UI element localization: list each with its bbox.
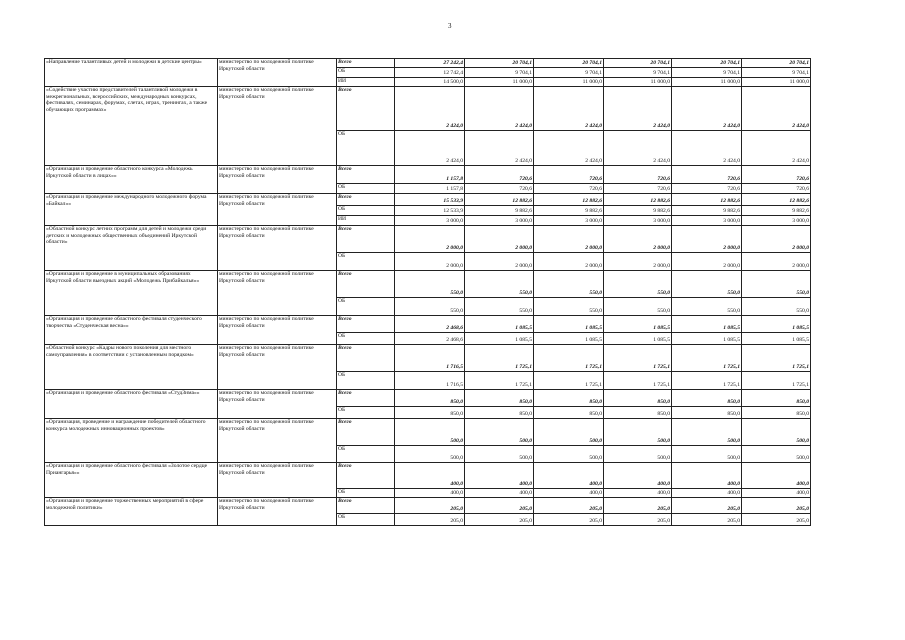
funding-source: ОБ	[337, 68, 395, 78]
amount-cell: 1 725,1	[604, 345, 672, 372]
amount-cell: 400,0	[395, 463, 465, 489]
executor-cell	[218, 166, 337, 194]
amount-cell: 1 085,5	[742, 316, 811, 333]
table-row	[45, 226, 811, 253]
amount-cell: 11 000,0	[742, 78, 811, 87]
executor-name: министерство по молодежной политике Иркутской области	[219, 419, 314, 432]
amount-cell: 400,0	[534, 489, 604, 498]
table-row	[45, 345, 811, 372]
event-cell	[45, 271, 218, 316]
amount-cell: 2 424,0	[672, 131, 742, 166]
amount-cell: 500,0	[534, 446, 604, 463]
executor-cell	[218, 316, 337, 345]
amount-cell: 12 742,4	[395, 68, 465, 78]
table-row	[45, 59, 811, 68]
amount-cell: 550,0	[465, 271, 534, 298]
amount-cell: 2 000,0	[534, 226, 604, 253]
amount-cell: 1 085,5	[672, 333, 742, 345]
amount-cell: 720,6	[742, 166, 811, 184]
amount-cell: 850,0	[465, 390, 534, 407]
funding-source: ОБ	[337, 514, 395, 526]
amount-cell: 3 000,0	[604, 216, 672, 226]
amount-cell: 1 725,1	[604, 372, 672, 390]
executor-cell	[218, 59, 337, 87]
amount-cell: 850,0	[534, 407, 604, 419]
table-row	[45, 316, 811, 333]
amount-cell: 9 882,6	[534, 206, 604, 216]
event-name: «Организация и проведение международного молодежного форума «Байкал»»	[46, 194, 207, 207]
executor-cell	[218, 463, 337, 498]
amount-cell: 720,6	[604, 166, 672, 184]
amount-cell: 850,0	[395, 390, 465, 407]
amount-cell: 2 424,0	[742, 87, 811, 131]
amount-cell: 2 000,0	[465, 253, 534, 271]
amount-cell: 550,0	[534, 298, 604, 316]
event-cell	[45, 166, 218, 194]
amount-cell: 720,6	[672, 166, 742, 184]
funding-source: ОБ	[337, 184, 395, 194]
amount-cell: 720,6	[604, 184, 672, 194]
executor-cell	[218, 390, 337, 419]
amount-cell: 400,0	[604, 489, 672, 498]
amount-cell: 2 424,0	[742, 131, 811, 166]
amount-cell: 1 085,5	[465, 333, 534, 345]
table-row	[45, 498, 811, 514]
executor-cell	[218, 87, 337, 166]
amount-cell: 2 000,0	[742, 226, 811, 253]
amount-cell: 9 882,6	[742, 206, 811, 216]
amount-cell: 205,0	[604, 514, 672, 526]
amount-cell: 15 533,9	[395, 194, 465, 206]
amount-cell: 500,0	[672, 419, 742, 446]
amount-cell: 500,0	[672, 446, 742, 463]
amount-cell: 400,0	[465, 463, 534, 489]
amount-cell: 1 085,5	[604, 316, 672, 333]
amount-cell: 1 725,1	[465, 345, 534, 372]
amount-cell: 850,0	[672, 390, 742, 407]
amount-cell: 3 000,0	[672, 216, 742, 226]
amount-cell: 850,0	[395, 407, 465, 419]
funding-source: ОБ	[337, 253, 395, 271]
executor-name: министерство по молодежной политике Иркутской области	[219, 87, 314, 100]
executor-name: министерство по молодежной политике Иркутской области	[219, 226, 314, 239]
amount-cell: 2 424,0	[604, 131, 672, 166]
amount-cell: 2 424,0	[465, 87, 534, 131]
amount-cell: 12 882,6	[465, 194, 534, 206]
funding-source: ИИ	[337, 216, 395, 226]
amount-cell: 2 000,0	[465, 226, 534, 253]
amount-cell: 3 000,0	[534, 216, 604, 226]
amount-cell: 550,0	[604, 271, 672, 298]
amount-cell: 500,0	[604, 446, 672, 463]
funding-source: Всего	[337, 271, 395, 298]
table-row	[45, 463, 811, 489]
amount-cell: 205,0	[742, 514, 811, 526]
amount-cell: 2 000,0	[672, 226, 742, 253]
amount-cell: 9 882,6	[672, 206, 742, 216]
amount-cell: 11 000,0	[604, 78, 672, 87]
amount-cell: 205,0	[465, 498, 534, 514]
executor-cell	[218, 271, 337, 316]
amount-cell: 1 085,5	[534, 316, 604, 333]
funding-source: Всего	[337, 59, 395, 68]
amount-cell: 1 725,1	[534, 372, 604, 390]
executor-name: министерство по молодежной политике Иркутской области	[219, 316, 314, 329]
amount-cell: 1 716,5	[395, 345, 465, 372]
amount-cell: 2 424,0	[604, 87, 672, 131]
amount-cell: 1 725,1	[742, 345, 811, 372]
event-cell	[45, 498, 218, 526]
amount-cell: 12 882,6	[672, 194, 742, 206]
amount-cell: 9 704,1	[604, 68, 672, 78]
funding-source: ОБ	[337, 333, 395, 345]
amount-cell: 550,0	[465, 298, 534, 316]
executor-name: министерство по молодежной политике Иркутской области	[219, 390, 314, 403]
amount-cell: 205,0	[672, 498, 742, 514]
amount-cell: 205,0	[534, 514, 604, 526]
funding-source: ОБ	[337, 131, 395, 166]
amount-cell: 20 704,1	[604, 59, 672, 68]
funding-source: Всего	[337, 194, 395, 206]
funding-source: ОБ	[337, 489, 395, 498]
amount-cell: 20 704,1	[465, 59, 534, 68]
amount-cell: 400,0	[534, 463, 604, 489]
amount-cell: 2 468,6	[395, 333, 465, 345]
amount-cell: 9 704,1	[465, 68, 534, 78]
amount-cell: 550,0	[395, 271, 465, 298]
table-row	[45, 390, 811, 407]
amount-cell: 500,0	[465, 419, 534, 446]
executor-name: министерство по молодежной политике Иркутской области	[219, 166, 314, 179]
amount-cell: 500,0	[534, 419, 604, 446]
event-name: «Организация и проведение областного фестиваля «Золотое сердце Приангарья»»	[46, 463, 208, 476]
amount-cell: 2 424,0	[395, 87, 465, 131]
amount-cell: 1 725,1	[672, 372, 742, 390]
funding-source: Всего	[337, 498, 395, 514]
table-row	[45, 194, 811, 206]
amount-cell: 1 725,1	[465, 372, 534, 390]
amount-cell: 550,0	[672, 271, 742, 298]
amount-cell: 400,0	[672, 463, 742, 489]
amount-cell: 27 242,4	[395, 59, 465, 68]
amount-cell: 500,0	[742, 446, 811, 463]
funding-source: Всего	[337, 345, 395, 372]
amount-cell: 2 000,0	[534, 253, 604, 271]
amount-cell: 550,0	[742, 271, 811, 298]
amount-cell: 500,0	[604, 419, 672, 446]
page-number: 3	[448, 22, 452, 30]
event-name: «Организация, проведение и награждение победителей областного конкурса молодежных инновационных проектов»	[46, 419, 206, 432]
event-cell	[45, 194, 218, 226]
amount-cell: 720,6	[672, 184, 742, 194]
event-name: «Направление талантливых детей и молодежи в детские центры»	[46, 59, 202, 65]
amount-cell: 12 882,6	[604, 194, 672, 206]
executor-cell	[218, 345, 337, 390]
amount-cell: 850,0	[742, 390, 811, 407]
amount-cell: 550,0	[672, 298, 742, 316]
event-name: «Областной конкурс летних программ для детей и молодежи среди детских и молодежных общественных объединений Иркутской области»	[46, 226, 207, 246]
amount-cell: 2 000,0	[672, 253, 742, 271]
funding-source: Всего	[337, 87, 395, 131]
amount-cell: 11 000,0	[672, 78, 742, 87]
funding-source: Всего	[337, 463, 395, 489]
amount-cell: 850,0	[465, 407, 534, 419]
executor-cell	[218, 419, 337, 463]
amount-cell: 850,0	[604, 407, 672, 419]
executor-name: министерство по молодежной политике Иркутской области	[219, 59, 314, 72]
amount-cell: 850,0	[604, 390, 672, 407]
amount-cell: 12 882,6	[534, 194, 604, 206]
funding-source: ОБ	[337, 407, 395, 419]
amount-cell: 205,0	[534, 498, 604, 514]
executor-cell	[218, 498, 337, 526]
event-cell	[45, 226, 218, 271]
amount-cell: 14 500,0	[395, 78, 465, 87]
amount-cell: 2 424,0	[465, 131, 534, 166]
amount-cell: 205,0	[742, 498, 811, 514]
table-row	[45, 419, 811, 446]
executor-cell	[218, 226, 337, 271]
amount-cell: 1 725,1	[534, 345, 604, 372]
amount-cell: 1 085,5	[672, 316, 742, 333]
amount-cell: 720,6	[465, 184, 534, 194]
funding-source: ОБ	[337, 446, 395, 463]
amount-cell: 720,6	[534, 184, 604, 194]
event-cell	[45, 345, 218, 390]
amount-cell: 850,0	[534, 390, 604, 407]
amount-cell: 2 424,0	[534, 87, 604, 131]
executor-name: министерство по молодежной политике Иркутской области	[219, 463, 314, 476]
amount-cell: 550,0	[604, 298, 672, 316]
amount-cell: 400,0	[742, 489, 811, 498]
amount-cell: 205,0	[395, 498, 465, 514]
amount-cell: 2 000,0	[742, 253, 811, 271]
amount-cell: 400,0	[465, 489, 534, 498]
amount-cell: 205,0	[395, 514, 465, 526]
event-name: «Организация и проведение областного фестиваля «СтудЗима»»	[46, 390, 200, 396]
funding-table	[44, 58, 811, 526]
executor-name: министерство по молодежной политике Иркутской области	[219, 345, 314, 358]
amount-cell: 500,0	[395, 446, 465, 463]
amount-cell: 850,0	[742, 407, 811, 419]
amount-cell: 205,0	[604, 498, 672, 514]
amount-cell: 205,0	[465, 514, 534, 526]
event-cell	[45, 390, 218, 419]
amount-cell: 9 704,1	[534, 68, 604, 78]
funding-source: Всего	[337, 166, 395, 184]
event-cell	[45, 59, 218, 87]
amount-cell: 1 085,5	[534, 333, 604, 345]
amount-cell: 3 000,0	[465, 216, 534, 226]
table-row	[45, 166, 811, 184]
executor-name: министерство по молодежной политике Иркутской области	[219, 498, 314, 511]
executor-name: министерство по молодежной политике Иркутской области	[219, 194, 314, 207]
amount-cell: 1 716,5	[395, 372, 465, 390]
amount-cell: 2 000,0	[604, 226, 672, 253]
amount-cell: 9 704,1	[672, 68, 742, 78]
amount-cell: 500,0	[395, 419, 465, 446]
amount-cell: 20 704,1	[534, 59, 604, 68]
amount-cell: 1 085,5	[604, 333, 672, 345]
funding-source: ОБ	[337, 298, 395, 316]
event-name: «Областной конкурс «Кадры нового поколения для местного самоуправления» в соответствии с установленным порядком»	[46, 345, 194, 358]
event-name: «Организация и проведение областного фестиваля студенческого творчества «Студенческая весна»»	[46, 316, 202, 329]
amount-cell: 2 424,0	[534, 131, 604, 166]
funding-source: Всего	[337, 316, 395, 333]
amount-cell: 400,0	[395, 489, 465, 498]
amount-cell: 20 704,1	[742, 59, 811, 68]
amount-cell: 2 000,0	[395, 226, 465, 253]
amount-cell: 550,0	[534, 271, 604, 298]
event-cell	[45, 419, 218, 463]
funding-source: ОБ	[337, 206, 395, 216]
amount-cell: 2 424,0	[672, 87, 742, 131]
event-name: «Организация и проведение в муниципальных образованиях Иркутской области выездных акций «Молодежь Прибайкалья»»	[46, 271, 200, 284]
amount-cell: 9 882,6	[465, 206, 534, 216]
event-name: «Организация и проведение торжественных мероприятий в сфере молодежной политики»	[46, 498, 204, 511]
table-row	[45, 87, 811, 131]
amount-cell: 550,0	[742, 298, 811, 316]
amount-cell: 9 882,6	[604, 206, 672, 216]
funding-source: ИИ	[337, 78, 395, 87]
table-row	[45, 271, 811, 298]
amount-cell: 400,0	[742, 463, 811, 489]
amount-cell: 1 157,8	[395, 166, 465, 184]
executor-name: министерство по молодежной политике Иркутской области	[219, 271, 314, 284]
amount-cell: 1 725,1	[672, 345, 742, 372]
event-cell	[45, 463, 218, 498]
event-name: «Содействие участию представителей талантливой молодежи в межрегиональных, всероссийских, международных конкурсах, фестивалях, семинарах, форумах, слетах, играх, тренингах, а также обучающих программах»	[46, 87, 208, 114]
amount-cell: 1 157,8	[395, 184, 465, 194]
amount-cell: 3 000,0	[742, 216, 811, 226]
funding-source: Всего	[337, 390, 395, 407]
amount-cell: 1 085,5	[742, 333, 811, 345]
amount-cell: 400,0	[672, 489, 742, 498]
amount-cell: 1 085,5	[465, 316, 534, 333]
executor-cell	[218, 194, 337, 226]
funding-source: Всего	[337, 419, 395, 446]
amount-cell: 2 000,0	[395, 253, 465, 271]
amount-cell: 720,6	[465, 166, 534, 184]
amount-cell: 12 882,6	[742, 194, 811, 206]
amount-cell: 400,0	[604, 463, 672, 489]
amount-cell: 205,0	[672, 514, 742, 526]
amount-cell: 500,0	[465, 446, 534, 463]
amount-cell: 12 533,9	[395, 206, 465, 216]
amount-cell: 20 704,1	[672, 59, 742, 68]
amount-cell: 2 424,0	[395, 131, 465, 166]
amount-cell: 3 000,0	[395, 216, 465, 226]
amount-cell: 1 725,1	[742, 372, 811, 390]
event-name: «Организация и проведение областного конкурса «Молодежь Иркутской области в лицах»»	[46, 166, 193, 179]
amount-cell: 500,0	[742, 419, 811, 446]
event-cell	[45, 316, 218, 345]
amount-cell: 2 468,6	[395, 316, 465, 333]
funding-source: Всего	[337, 226, 395, 253]
amount-cell: 850,0	[672, 407, 742, 419]
amount-cell: 550,0	[395, 298, 465, 316]
funding-source: ОБ	[337, 372, 395, 390]
amount-cell: 9 704,1	[742, 68, 811, 78]
amount-cell: 720,6	[742, 184, 811, 194]
amount-cell: 11 000,0	[534, 78, 604, 87]
event-cell	[45, 87, 218, 166]
amount-cell: 2 000,0	[604, 253, 672, 271]
amount-cell: 11 000,0	[465, 78, 534, 87]
amount-cell: 720,6	[534, 166, 604, 184]
